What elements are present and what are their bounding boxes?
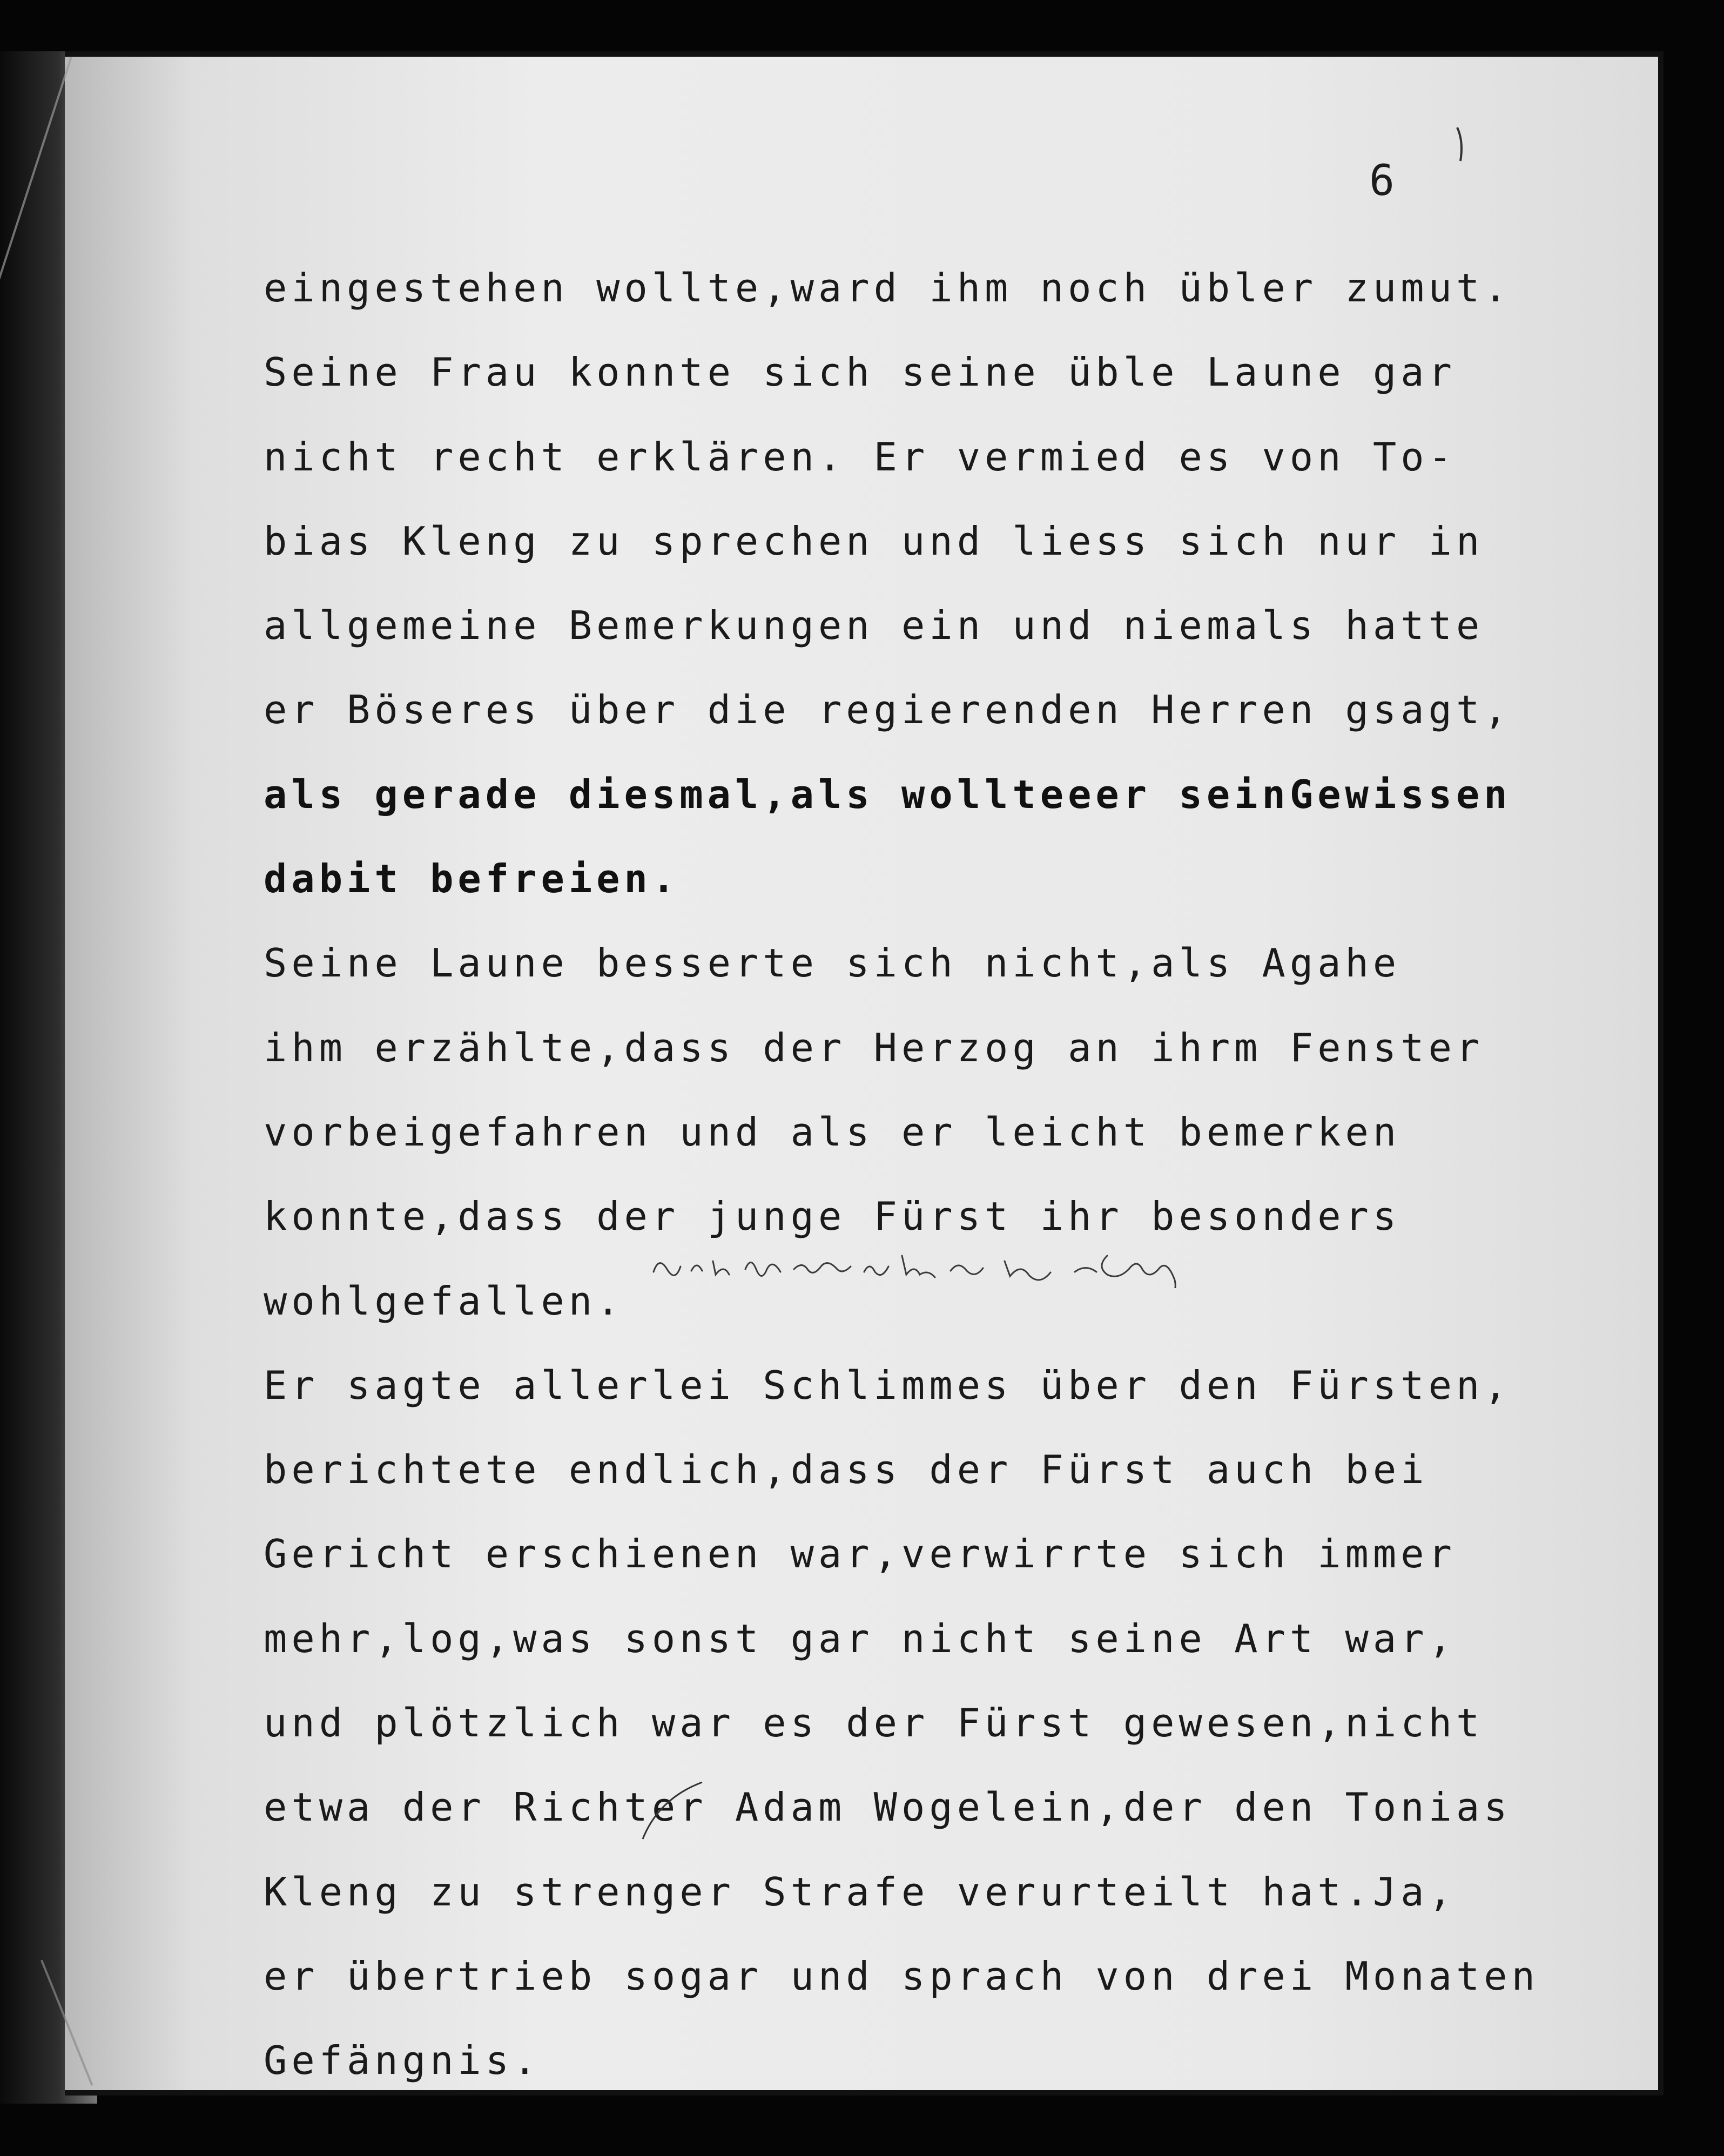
text-line: berichtete endlich,dass der Fürst auch bei (264, 1447, 1429, 1493)
text-line: und plötzlich war es der Fürst gewesen,nicht (264, 1700, 1484, 1746)
text-line: Gefängnis. (264, 2038, 541, 2084)
text-line: nicht recht erklären. Er vermied es von To- (264, 434, 1456, 480)
text-line: bias Kleng zu sprechen und liess sich nur in (264, 518, 1484, 564)
text-line: mehr,log,was sonst gar nicht seine Art war, (264, 1615, 1456, 1661)
text-line: er Böseres über die regierenden Herren gsagt, (264, 687, 1512, 733)
text-line: er übertrieb sogar und sprach von drei Monaten (264, 1953, 1539, 1999)
text-line: allgemeine Bemerkungen ein und niemals hatte (264, 603, 1484, 649)
text-line: Er sagte allerlei Schlimmes über den Fürsten, (264, 1362, 1512, 1408)
text-line: als gerade diesmal,als wollteeer seinGewissen (264, 771, 1512, 817)
pen-correction-mark-icon (637, 1777, 708, 1842)
text-line: wohlgefallen. (264, 1278, 624, 1324)
pen-mark-icon (1453, 125, 1469, 163)
text-line: Seine Laune besserte sich nicht,als Agahe (264, 940, 1401, 986)
text-line: konnte,dass der junge Fürst ihr besonders (264, 1194, 1401, 1239)
body-text (264, 246, 1668, 2103)
text-line: Kleng zu strenger Strafe verurteilt hat.Ja, (264, 1869, 1456, 1915)
text-line: Gericht erschienen war,verwirrte sich immer (264, 1531, 1456, 1577)
text-line: Seine Frau konnte sich seine üble Laune gar (264, 349, 1456, 395)
handwritten-annotation (648, 1245, 1269, 1288)
text-line: eingestehen wollte,ward ihm noch übler zumut. (264, 265, 1512, 311)
text-line: ihm erzählte,dass der Herzog an ihrm Fenster (264, 1025, 1484, 1070)
text-line: etwa der Richter Adam Wogelein,der den Tonias (264, 1784, 1512, 1830)
text-line: dabit befreien. (264, 856, 680, 902)
text-line: vorbeigefahren und als er leicht bemerken (264, 1109, 1401, 1155)
page-number: 6 (1369, 157, 1395, 205)
